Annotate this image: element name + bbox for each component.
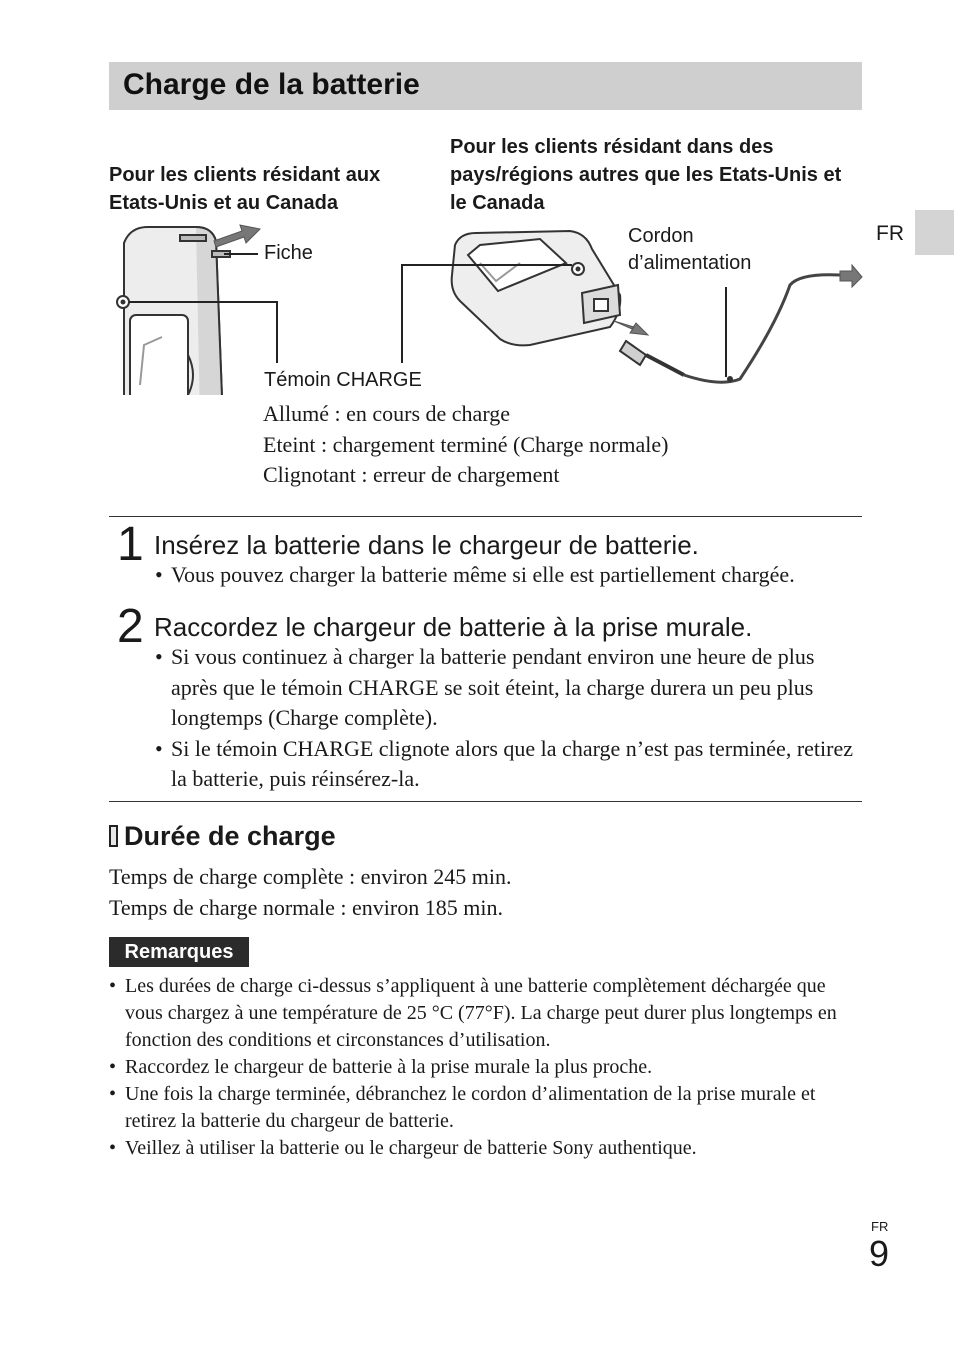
step-2-number: 2 xyxy=(117,600,144,653)
step-2-bullets xyxy=(155,642,855,795)
charger-us-drawing xyxy=(117,225,260,395)
power-cord-label-line2: d’alimentation xyxy=(628,252,752,274)
section-marker-icon xyxy=(109,825,118,847)
remarks-badge: Remarques xyxy=(109,937,249,967)
page-number: 9 xyxy=(869,1233,890,1274)
charge-lamp-status-list xyxy=(263,399,668,491)
step-2-title: Raccordez le chargeur de batterie à la prise murale. xyxy=(154,612,753,642)
language-side-tab xyxy=(915,210,954,255)
page-number-language: FR xyxy=(871,1219,889,1234)
step-2-bullet: • Si vous continuez à charger la batterie pendant environ une heure de plus après que le témoin CHARGE se soit éteint, la charge durera un peu plus longtemps (Charge complète). xyxy=(155,642,855,734)
section-title-bar xyxy=(109,62,862,110)
status-line-blinking: Clignotant : erreur de chargement xyxy=(263,462,560,487)
steps-top-rule xyxy=(109,516,862,517)
region-heading-us-canada: Pour les clients résidant aux Etats-Unis et au Canada xyxy=(109,164,381,214)
remarks-list xyxy=(109,973,849,1162)
language-tab-label: FR xyxy=(876,222,904,245)
region-heading-other-countries: Pour les clients résidant dans des pays/régions autres que les Etats-Unis et le Canada xyxy=(450,136,842,214)
full-charge-time: Temps de charge complète : environ 245 min. xyxy=(109,864,512,889)
remark-item: • Une fois la charge terminée, débranchez le cordon d’alimentation de la prise murale et retirez la batterie du chargeur de batterie. xyxy=(109,1081,849,1135)
step-1-bullet: • Vous pouvez charger la batterie même si elle est partiellement chargée. xyxy=(155,560,860,591)
plug-label: Fiche xyxy=(264,242,313,264)
charge-duration-heading xyxy=(109,821,336,852)
normal-charge-time: Temps de charge normale : environ 185 min. xyxy=(109,895,503,920)
power-cord-label-line1: Cordon xyxy=(628,225,694,247)
remark-item: • Raccordez le chargeur de batterie à la prise murale la plus proche. xyxy=(109,1054,849,1081)
charge-duration-heading-text: Durée de charge xyxy=(124,821,336,851)
status-line-off: Eteint : chargement terminé (Charge normale) xyxy=(263,431,669,457)
status-line-on: Allumé : en cours de charge xyxy=(263,401,511,426)
step-1-title: Insérez la batterie dans le chargeur de batterie. xyxy=(154,530,699,560)
step-1-bullets xyxy=(155,560,860,591)
remark-item: • Les durées de charge ci-dessus s’appliquent à une batterie complètement déchargée que vous chargez à une température de 25 °C (77°F). La charge peut durer plus longtemps en fonction des conditions et circonstances d’utilisation. xyxy=(109,973,849,1054)
page-title: Charge de la batterie xyxy=(123,68,420,101)
charger-illustration xyxy=(100,215,870,395)
step-1-number: 1 xyxy=(117,518,144,571)
charge-lamp-label: Témoin CHARGE xyxy=(264,369,422,391)
remark-item: • Veillez à utiliser la batterie ou le chargeur de batterie Sony authentique. xyxy=(109,1135,849,1162)
step-2-bullet: • Si le témoin CHARGE clignote alors que la charge n’est pas terminée, retirez la batterie, puis réinsérez-la. xyxy=(155,734,855,795)
steps-bottom-rule xyxy=(109,801,862,802)
